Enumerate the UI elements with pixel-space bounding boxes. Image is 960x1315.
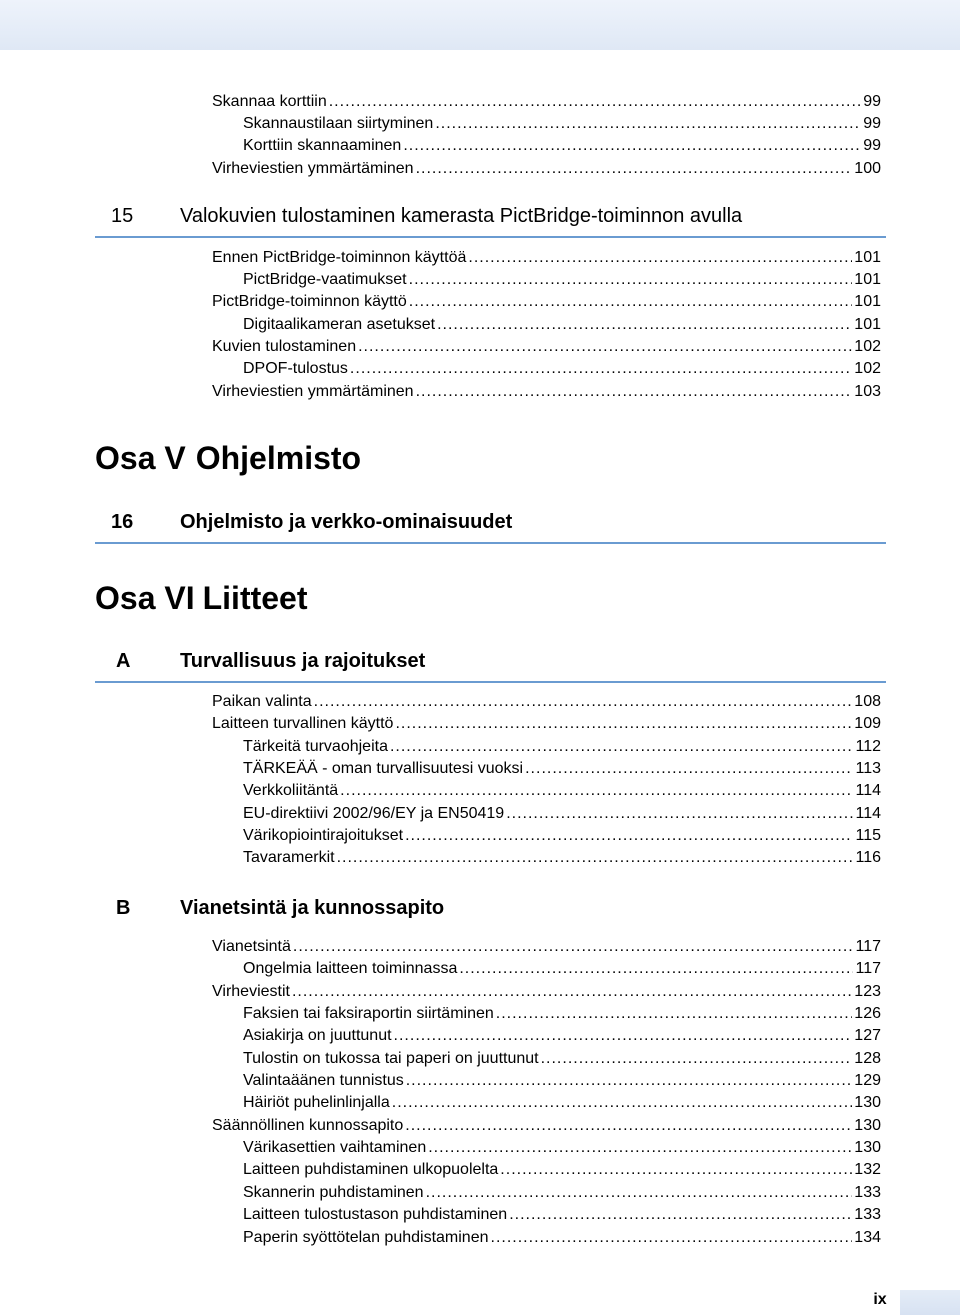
toc-entry[interactable]	[212, 982, 881, 1002]
toc-leader-dots	[350, 359, 852, 379]
toc-entry[interactable]	[212, 248, 881, 268]
toc-leader-dots	[496, 1004, 853, 1024]
toc-entry-page: 99	[863, 115, 881, 132]
toc-leader-dots	[340, 781, 853, 801]
toc-entry[interactable]	[243, 848, 881, 868]
toc-entry[interactable]	[243, 826, 881, 846]
toc-entry[interactable]	[243, 1228, 881, 1248]
toc-entry[interactable]	[212, 292, 881, 312]
toc-entry-page: 99	[863, 137, 881, 154]
toc-leader-dots	[392, 1093, 853, 1113]
toc-entry-page: 133	[854, 1184, 881, 1201]
toc-entry-page: 134	[854, 1229, 881, 1246]
toc-leader-dots	[491, 1228, 853, 1248]
toc-entry[interactable]	[243, 959, 881, 979]
toc-entry-label: Vianetsintä	[212, 938, 291, 955]
toc-leader-dots	[426, 1183, 853, 1203]
toc-leader-dots	[541, 1049, 853, 1069]
toc-entry-label: Värikopiointirajoitukset	[243, 827, 404, 844]
header-band	[0, 0, 960, 50]
chapter-number: B	[116, 897, 131, 919]
toc-entry-label: Laitteen tulostustason puhdistaminen	[243, 1206, 508, 1223]
toc-entry-page: 133	[854, 1206, 881, 1223]
toc-leader-dots	[405, 1116, 852, 1136]
toc-entry[interactable]	[212, 92, 881, 112]
chapter-title: Ohjelmisto ja verkko-ominaisuudet	[180, 511, 513, 533]
page-number: ix	[873, 1291, 887, 1308]
chapter-title: Turvallisuus ja rajoitukset	[180, 650, 426, 672]
toc-leader-dots	[500, 1160, 852, 1180]
toc-leader-dots	[459, 959, 853, 979]
toc-leader-dots	[395, 714, 852, 734]
toc-entry-page: 99	[863, 93, 881, 110]
toc-entry-label: Säännöllinen kunnossapito	[212, 1117, 404, 1134]
toc-leader-dots	[329, 92, 861, 112]
toc-entry[interactable]	[243, 1138, 881, 1158]
toc-entry[interactable]	[243, 359, 881, 379]
toc-entry-page: 102	[854, 360, 881, 377]
chapter-heading-16[interactable]	[95, 502, 886, 544]
toc-leader-dots	[416, 382, 853, 402]
toc-entry[interactable]	[243, 315, 881, 335]
toc-entry-label: Ennen PictBridge-toiminnon käyttöä	[212, 249, 467, 266]
toc-entry-label: Korttiin skannaaminen	[243, 137, 402, 154]
toc-entry[interactable]	[243, 1205, 881, 1225]
part-label: Osa V	[95, 440, 186, 476]
toc-entry-label: Skannaustilaan siirtyminen	[243, 115, 434, 132]
toc-leader-dots	[390, 737, 854, 757]
toc-entry-label: Faksien tai faksiraportin siirtäminen	[243, 1005, 494, 1022]
toc-entry-label: EU-direktiivi 2002/96/EY ja EN50419	[243, 805, 505, 822]
toc-leader-dots	[409, 292, 853, 312]
toc-entry-page: 117	[855, 960, 881, 977]
toc-entry[interactable]	[212, 382, 881, 402]
toc-leader-dots	[525, 759, 853, 779]
toc-entry[interactable]	[243, 781, 881, 801]
chapter-number: 15	[111, 205, 134, 227]
toc-entry-page: 101	[854, 293, 881, 310]
toc-entry[interactable]	[243, 114, 881, 134]
toc-entry-label: Tärkeitä turvaohjeita	[243, 738, 388, 755]
toc-entry[interactable]	[243, 737, 881, 757]
toc-entry-page: 101	[854, 271, 881, 288]
toc-entry-label: Paikan valinta	[212, 693, 312, 710]
toc-leader-dots	[394, 1026, 853, 1046]
toc-entry-page: 101	[854, 316, 881, 333]
toc-entry[interactable]	[243, 1160, 881, 1180]
toc-entry-label: DPOF-tulostus	[243, 360, 348, 377]
toc-entry-page: 101	[854, 249, 881, 266]
toc-entry[interactable]	[243, 1093, 881, 1113]
toc-entry-page: 129	[854, 1072, 881, 1089]
toc-entry-page: 115	[855, 827, 881, 844]
toc-leader-dots	[509, 1205, 852, 1225]
toc-leader-dots	[405, 826, 853, 846]
toc-entry-label: Tulostin on tukossa tai paperi on juuttunut	[243, 1050, 539, 1067]
footer-band	[900, 1290, 960, 1315]
chapter-number: 16	[111, 511, 134, 533]
toc-entry-page: 114	[855, 805, 881, 822]
toc-entry-label: Laitteen puhdistaminen ulkopuolelta	[243, 1161, 499, 1178]
toc-entry-page: 128	[854, 1050, 881, 1067]
toc-entry[interactable]	[243, 1071, 881, 1091]
toc-entry-label: Verkkoliitäntä	[243, 782, 339, 799]
toc-entry-label: Laitteen turvallinen käyttö	[212, 715, 394, 732]
toc-entry-label: Skannerin puhdistaminen	[243, 1184, 424, 1201]
chapter-title: Vianetsintä ja kunnossapito	[180, 897, 445, 919]
toc-entry[interactable]	[212, 714, 881, 734]
toc-leader-dots	[292, 982, 852, 1002]
toc-entry-label: Virheviestit	[212, 983, 290, 1000]
toc-leader-dots	[403, 136, 861, 156]
toc-entry-label: Tavaramerkit	[243, 849, 335, 866]
toc-entry-label: Ongelmia laitteen toiminnassa	[243, 960, 458, 977]
toc-entry-page: 114	[855, 782, 881, 799]
toc-entry-page: 112	[855, 738, 881, 755]
toc-entry-label: Kuvien tulostaminen	[212, 338, 357, 355]
toc-entry[interactable]	[243, 759, 881, 779]
toc-entry-label: Asiakirja on juuttunut	[243, 1027, 392, 1044]
toc-entry-label: Virheviestien ymmärtäminen	[212, 160, 414, 177]
chapter-heading-a[interactable]	[95, 641, 886, 683]
toc-entry-page: 116	[855, 849, 881, 866]
toc-entry-page: 100	[854, 160, 881, 177]
toc-entry-label: TÄRKEÄÄ - oman turvallisuutesi vuoksi	[243, 760, 524, 777]
toc-entry[interactable]	[243, 136, 881, 156]
toc-entry-page: 130	[854, 1094, 881, 1111]
toc-leader-dots	[468, 248, 852, 268]
toc-entry[interactable]	[243, 1026, 881, 1046]
toc-entry-page: 123	[854, 983, 881, 1000]
toc-entry-label: Häiriöt puhelinlinjalla	[243, 1094, 390, 1111]
toc-entry[interactable]	[212, 159, 881, 179]
toc-entry-label: Valintaäänen tunnistus	[243, 1072, 404, 1089]
toc-entry-page: 130	[854, 1139, 881, 1156]
toc-entry-label: PictBridge-vaatimukset	[243, 271, 407, 288]
part-title: Ohjelmisto	[195, 440, 362, 476]
toc-entry-page: 102	[854, 338, 881, 355]
toc-entry[interactable]	[212, 937, 881, 957]
toc-entry-page: 109	[854, 715, 881, 732]
toc-entry-label: Digitaalikameran asetukset	[243, 316, 436, 333]
toc-entry-page: 130	[854, 1117, 881, 1134]
toc-entry-page: 117	[855, 938, 881, 955]
toc-entry[interactable]	[243, 804, 881, 824]
chapter-title: Valokuvien tulostaminen kamerasta PictBridge-toiminnon avulla	[180, 205, 743, 227]
toc-leader-dots	[337, 848, 854, 868]
toc-entry[interactable]	[243, 1004, 881, 1024]
toc-entry-page: 108	[854, 693, 881, 710]
toc-leader-dots	[314, 692, 853, 712]
toc-entry-page: 113	[855, 760, 881, 777]
toc-entry-page: 132	[854, 1161, 881, 1178]
toc-leader-dots	[428, 1138, 852, 1158]
toc-entry-label: Värikasettien vaihtaminen	[243, 1139, 427, 1156]
part-label: Osa VI	[95, 580, 195, 616]
chapter-heading-15[interactable]	[95, 196, 886, 238]
toc-entry-page: 103	[854, 383, 881, 400]
toc-entry-label: Skannaa korttiin	[212, 93, 327, 110]
toc-entry-label: PictBridge-toiminnon käyttö	[212, 293, 407, 310]
toc-leader-dots	[406, 1071, 853, 1091]
toc-leader-dots	[437, 315, 852, 335]
toc-entry-page: 127	[854, 1027, 881, 1044]
toc-leader-dots	[409, 270, 853, 290]
part-title: Liitteet	[202, 580, 308, 616]
toc-leader-dots	[293, 937, 854, 957]
part-heading-5[interactable]	[95, 440, 361, 477]
chapter-number: A	[116, 650, 131, 672]
toc-leader-dots	[435, 114, 861, 134]
toc-leader-dots	[416, 159, 853, 179]
toc-entry[interactable]	[243, 270, 881, 290]
toc-entry-page: 126	[854, 1005, 881, 1022]
toc-entry-label: Paperin syöttötelan puhdistaminen	[243, 1229, 489, 1246]
toc-entry[interactable]	[212, 1116, 881, 1136]
toc-entry[interactable]	[243, 1049, 881, 1069]
toc-entry[interactable]	[243, 1183, 881, 1203]
toc-entry[interactable]	[212, 337, 881, 357]
part-heading-6[interactable]	[95, 580, 308, 617]
toc-entry[interactable]	[212, 692, 881, 712]
toc-entry-label: Virheviestien ymmärtäminen	[212, 383, 414, 400]
toc-leader-dots	[358, 337, 852, 357]
toc-leader-dots	[506, 804, 853, 824]
